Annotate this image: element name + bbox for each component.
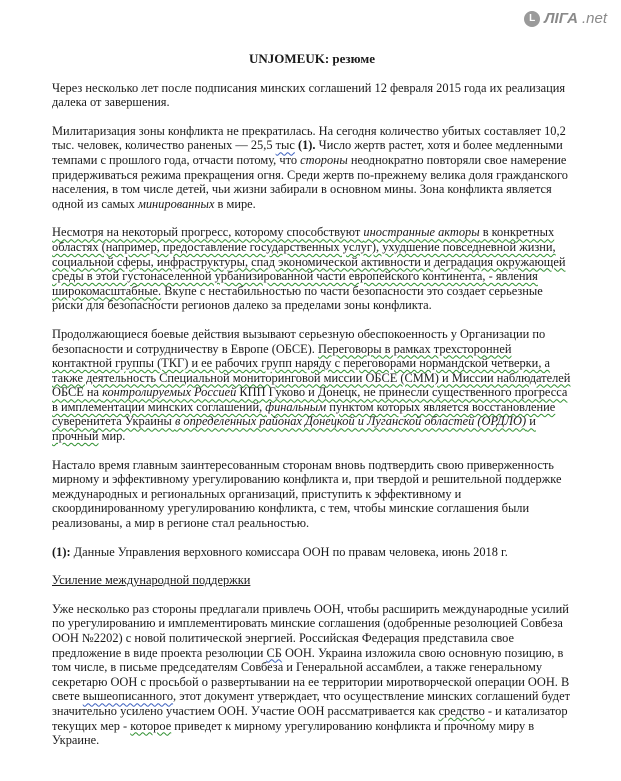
- text-run: неоднократно повторяли свое намерение придерживаться режима прекращения огня. Среди жертв по-прежнему велика доля гражданского населения, в том числе детей, чьи жизни забирали в основном мины. Зона конфликта является одной из самых: [52, 152, 568, 211]
- logo-suffix: .net: [581, 10, 607, 27]
- text-run: приведет к мирному урегулированию конфликта и прочному миру в Украине.: [52, 718, 535, 748]
- footnote-text: Данные Управления верховного комиссара ООН по правам человека, июнь 2018 г.: [70, 544, 508, 559]
- text-run: СБ: [266, 645, 282, 660]
- paragraph-un-support: [52, 602, 572, 748]
- text-run: в мире.: [214, 196, 256, 211]
- paragraph-osce: [52, 327, 572, 444]
- document-title: UNJOMEUK: резюме: [248, 51, 376, 66]
- paragraph-progress: [52, 225, 572, 313]
- footnote-ref: (1).: [294, 138, 316, 153]
- footnote-label: (1):: [52, 544, 71, 559]
- text-run: Переговоры в рамках трехсторонней контактной группы (ТКГ) и ее рабочих групп наряду с переговорами нормандской четверки, а также деятельность Специальной мониторинговой миссии ОБСЕ (СММ) и Миссии наблюдателей ОБСЕ на: [52, 341, 571, 400]
- text-run: минированных: [137, 196, 215, 211]
- text-run: Уже несколько раз стороны предлагали привлечь ООН, чтобы расширить международные усилий по урегулированию и имплементировать минские соглашения (одобренные резолюцией Совбеза ООН №2202) с новой политической энергией. Российская Федерация представила свое предложение в виде проекта резолюции: [52, 601, 569, 660]
- text-run: ООН. Украина изложила свою основную позицию, в том числе, в письме председателям Совбеза и Генеральной ассамблеи, а также генеральному секретарю ООН с просьбой о развертывании на ее территории миротворческой операции ООН. В свете: [52, 645, 570, 704]
- text-run: Несмотря на некоторый прогресс, которому способствуют: [52, 225, 364, 240]
- text-run: Продолжающиеся боевые действия вызывают серьезную обеспокоенность у Организации по безопасности и сотрудничеству в Европе (ОБСЕ).: [52, 326, 546, 356]
- text-run: финальным: [265, 399, 327, 414]
- text-run: , этот документ утверждает, что осуществление минских соглашений будет значительно усилено участием ООН. Участие ООН рассматривается как: [52, 689, 571, 718]
- text-run: вышеописанного: [82, 689, 174, 704]
- text-run: и прочный: [52, 414, 536, 444]
- text-run: Милитаризация зоны конфликта не прекратилась. На сегодня количество убитых составляет 10,2 тыс. человек, количество раненых — 25,5: [52, 123, 566, 153]
- text-run: - и катализатор текущих мер -: [52, 703, 568, 733]
- liga-net-logo: [524, 10, 607, 27]
- paragraph-call-to-action: Настало время главным заинтересованным сторонам вновь подтвердить свою приверженность мирному и эффективному урегулированию конфликта и, при твердой и решительной поддержке международных и региональных организаций, приступить к эффективному и скоординированному урегулированию конфликта, с тем, чтобы минские соглашения были реализованы, а мир в регионе стал реальностью.: [52, 457, 562, 531]
- paragraph-intro: Через несколько лет после подписания минских соглашений 12 февраля 2015 года их реализация далека от завершения.: [52, 80, 566, 110]
- text-run: контролируемых Россией: [102, 385, 237, 400]
- section-heading: Усиление международной поддержки: [52, 573, 251, 588]
- liga-logo-icon: L: [524, 11, 540, 27]
- text-run: Вкупе с нестабильностью по части безопасности это создает серьезные риски для безопасности регионов далеко за пределами зоны конфликта.: [52, 283, 543, 313]
- text-run: мир.: [98, 429, 126, 444]
- text-run: которое: [130, 718, 172, 733]
- text-run: тыс: [275, 138, 295, 153]
- document-page: [52, 52, 572, 762]
- footnote: [52, 545, 572, 560]
- text-run: стороны: [300, 152, 348, 167]
- text-run: в конкретных областях (например, предоставление государственных услуг), ухудшение повседневной жизни, социальной сферы, инфраструктуры, спад экономической активности и деградация окружающей среды в этой густонаселенной урбанизированной части европейского континента, - явления широкомасштабные.: [52, 225, 566, 298]
- logo-brand: ЛIГА: [544, 10, 578, 27]
- text-run: в определенных районах Донецкой и Луганской областей (ОРДЛО): [174, 414, 527, 429]
- text-run: средство: [438, 703, 485, 718]
- text-run: иностранные акторы: [363, 225, 480, 240]
- text-run: КПП Гуково и Донецк, не принесли существенного прогресса в имплементации минских соглашений,: [52, 385, 568, 414]
- text-run: пунктом которых является восстановление суверенитета Украины: [52, 399, 556, 429]
- text-run: Число жертв растет, хотя и более медленными темпами с прошлого года, отчасти потому, что: [52, 138, 563, 167]
- paragraph-militarization: [52, 124, 572, 212]
